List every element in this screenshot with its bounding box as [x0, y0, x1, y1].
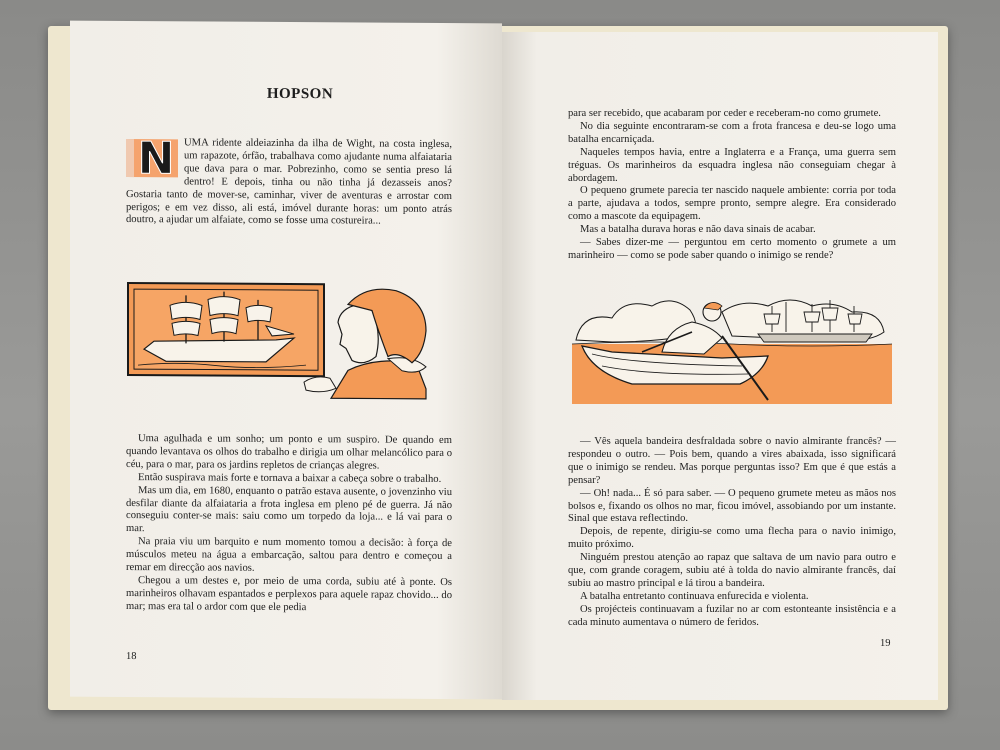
paragraph: — Vês aquela bandeira desfraldada sobre o navio almirante francês? — respondeu o outro. — Pois bem, quando a vires abaixada, isso significará que o inimigo se rendeu. Mas porque perguntas isso? Em que é que estás a pensar? [568, 436, 896, 486]
paragraph: — Oh! nada... É só para saber. — O pequeno grumete meteu as mãos nos bolsos e, fixando os olhos no mar, ficou imóvel, assobiando por um instante. Sinal que estava reflectindo. [568, 487, 896, 525]
paragraph: Ninguém prestou atenção ao rapaz que saltava de um navio para outro e que, com grande coragem, subiu até à tolda do navio almirante francês, daí subiu ao mastro principal e lá tirou a bandeira. [568, 552, 896, 589]
paragraph: Uma agulhada e um sonho; um ponto e um suspiro. De quando em quando levantava os olhos do trabalho e dirigia um olhar melancólico para o céu, para o mar, para os jardins repletos de crianças alegres. [126, 433, 452, 472]
paragraph: Mas a batalha durava horas e não dava sinais de acabar. [580, 224, 816, 236]
page-number-left: 18 [126, 651, 137, 663]
right-bottom-text [568, 436, 896, 630]
paragraph: Naqueles tempos havia, entre a Inglaterra e a França, uma guerra sem tréguas. Os marinheiros da esquadra inglesa não conseguiam chegar à abordagem. [568, 146, 896, 184]
right-top-text [568, 108, 896, 263]
right-page [502, 32, 938, 700]
paragraph: O pequeno grumete parecia ter nascido naquele ambiente: corria por toda a parte, ajudava a todos, sempre pronto, sempre alegre. Era considerado como a mascote da equipagem. [568, 185, 896, 223]
paragraph: Na praia viu um barquito e num momento tomou a decisão: à força de músculos meteu na água a embarcação, saltou para dentro e começou a remar em direcção aos navios. [126, 536, 452, 574]
chapter-title: HOPSON [266, 85, 334, 103]
opening-paragraph-text: UMA ridente aldeiazinha da ilha de Wight, na costa inglesa, um rapazote, órfão, trabalhava como ajudante numa alfaiataria que dava para o mar. Pobrezinho, como se sentia preso lá dentro! E depois, tinha ou não tinha já dezasseis anos? Gostaria tanto de mover-se, caminhar, viver de aventuras e arrostar com perigos; e em vez disso, ali está, imóvel durante horas: um ponto atrás doutro, a ajudar um alfaiate, como se fosse uma costureira... [126, 137, 452, 228]
paragraph: Então suspirava mais forte e tornava a baixar a cabeça sobre o trabalho. [138, 471, 442, 485]
illustration-rowing-boat [572, 292, 892, 404]
drop-cap-letter: N [126, 139, 178, 177]
paragraph: Chegou a um destes e, por meio de uma corda, subiu até à ponte. Os marinheiros olhavam espantados e perplexos para aquele rapaz chovido... do mar; mas era tal o ardor com que ele pedia [126, 575, 452, 613]
paragraph: para ser recebido, que acabaram por ceder e receberam-no como grumete. [568, 108, 881, 119]
paragraph: No dia seguinte encontraram-se com a frota francesa e deu-se logo uma batalha encarniçada. [568, 120, 896, 145]
illustration-tailor-boy [126, 269, 456, 401]
paragraph: — Sabes dizer-me — perguntou em certo momento o grumete a um marinheiro — como se pode saber quando o inimigo se rende? [568, 237, 896, 261]
paragraph: Depois, de repente, dirigiu-se como uma flecha para o navio inimigo, muito próximo. [568, 526, 896, 551]
page-number-right: 19 [880, 638, 891, 649]
paragraph: Mas um dia, em 1680, enquanto o patrão estava ausente, o jovenzinho viu desfilar diante da alfaiataria a frota inglesa em pleno pé de guerra. Já não conseguiu conter-se mais: saiu como um torpedo da loja... e lá vai para o mar. [126, 484, 452, 535]
paragraph: Os projécteis continuavam a fuzilar no ar com estonteante insistência e a cada minuto aumentava o número de feridos. [568, 603, 896, 628]
paragraph: A batalha entretanto continuava enfurecida e violenta. [580, 590, 809, 602]
left-page [70, 21, 502, 700]
left-body-text [126, 433, 452, 616]
opening-paragraph [126, 133, 452, 229]
